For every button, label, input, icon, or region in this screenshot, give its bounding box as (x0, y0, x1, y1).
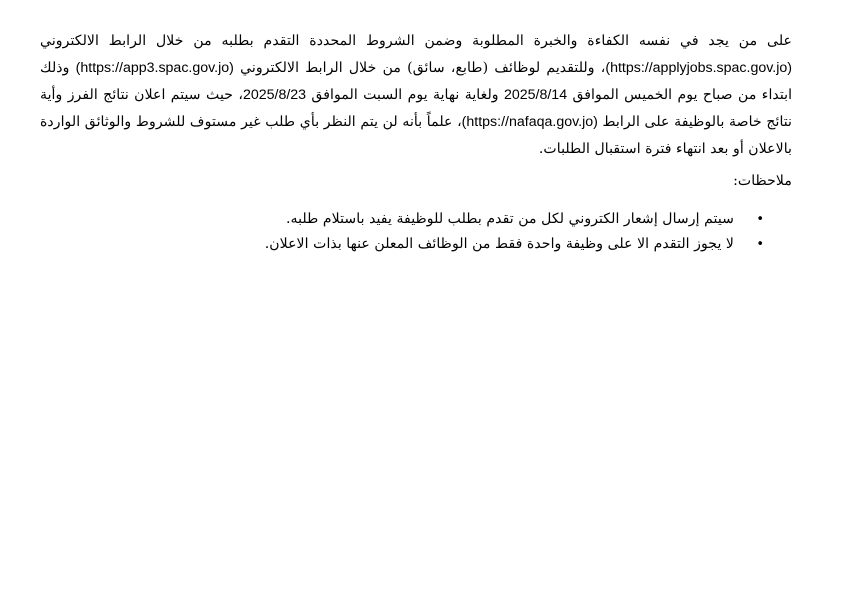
notes-item-text: لا يجوز التقدم الا على وظيفة واحدة فقط من الوظائف المعلن عنها بذات الاعلان. (264, 236, 734, 252)
bullet-icon: • (756, 237, 764, 252)
paragraph-text-5: ، حيث سيتم اعلان نتائج الفرز وأية نتائج خاصة بالوظيفة على الرابط (40, 87, 793, 130)
app3-link: (https://app3.spac.gov.jo) (75, 60, 234, 76)
nafaqa-link: (https://nafaqa.gov.jo) (461, 114, 598, 130)
notes-item (40, 232, 764, 257)
paragraph-text-2: ، وللتقديم لوظائف (طابع، سائق) من خلال الرابط الالكتروني (233, 60, 606, 76)
paragraph-text-1: على من يجد في نفسه الكفاءة والخبرة المطلوبة وضمن الشروط المحددة التقدم بطلبه من خلال الرابط الالكتروني (40, 33, 792, 49)
paragraph-text-6: ، علماً بأنه لن يتم النظر بأي طلب غير مستوف للشروط والوثائق الواردة بالاعلان أو بعد انتهاء فترة استقبال الطلبات. (40, 114, 792, 157)
applyjobs-link: (https://applyjobs.spac.gov.jo) (605, 60, 792, 76)
notes-item (40, 207, 764, 232)
notes-heading: ملاحظات: (733, 173, 792, 189)
start-date: 2025/8/14 (503, 87, 568, 103)
paragraph-text-4: ولغاية نهاية يوم السبت الموافق (306, 87, 504, 103)
announcement-paragraph (40, 28, 792, 163)
end-date: 2025/8/23 (242, 87, 307, 103)
paragraph-text-3: وذلك ابتداء من صباح يوم الخميس الموافق (40, 60, 793, 103)
bullet-icon: • (756, 212, 764, 227)
notes-list (40, 207, 792, 257)
notes-item-text: سيتم إرسال إشعار الكتروني لكل من تقدم بطلب للوظيفة يفيد باستلام طلبه. (285, 211, 734, 227)
document-content (40, 28, 792, 257)
